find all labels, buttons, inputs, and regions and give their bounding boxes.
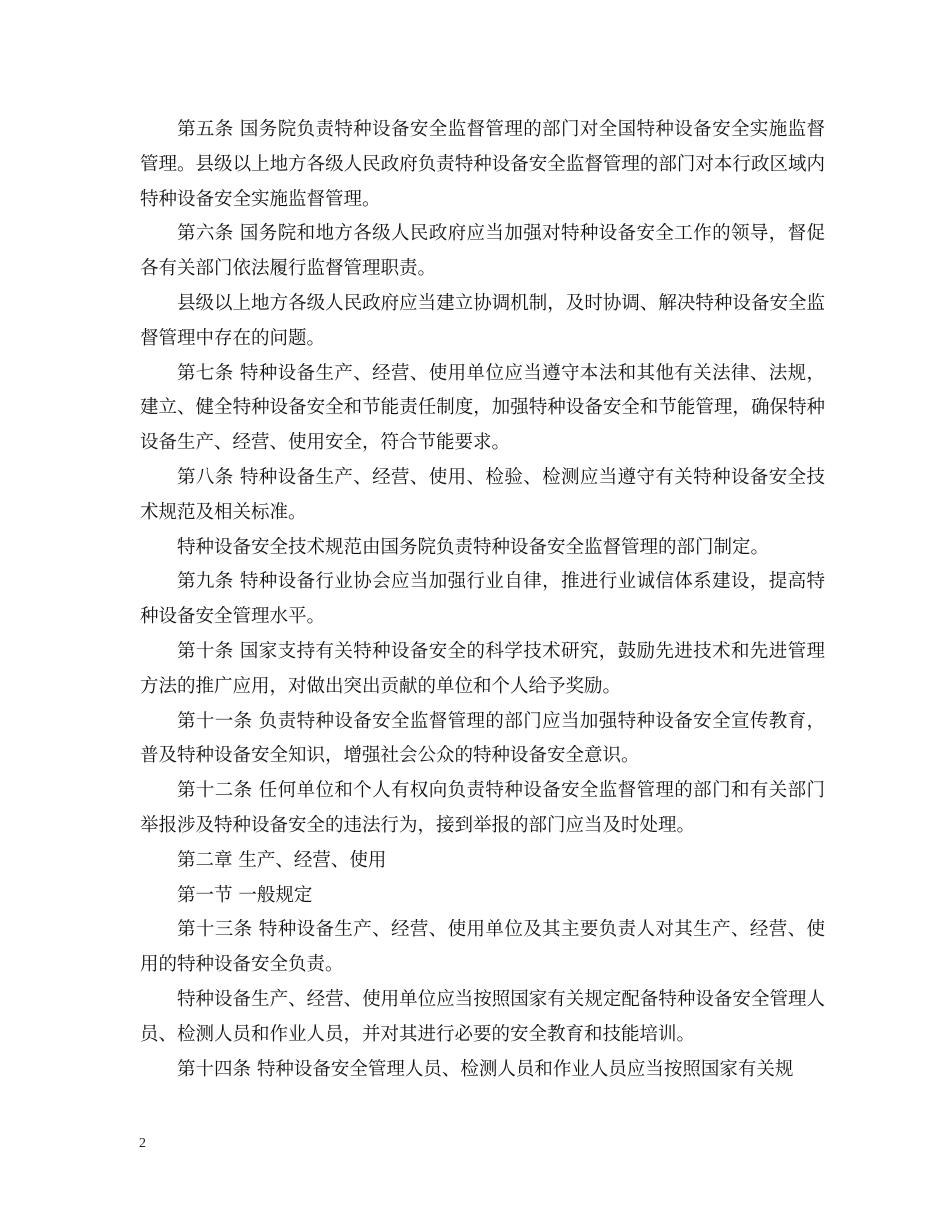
paragraph-article-6-clause-2: 县级以上地方各级人民政府应当建立协调机制，及时协调、解决特种设备安全监督管理中存在的问题。 (140, 292, 825, 349)
section-heading: 第一节 一般规定 (177, 884, 313, 906)
paragraph-article-13: 第十三条 特种设备生产、经营、使用单位及其主要负责人对其生产、经营、使用的特种设备安全负责。 (140, 919, 825, 976)
paragraph-article-9: 第九条 特种设备行业协会应当加强行业自律，推进行业诚信体系建设，提高特种设备安全管理水平。 (140, 571, 825, 628)
paragraph-article-8-clause-2: 特种设备安全技术规范由国务院负责特种设备安全监督管理的部门制定。 (177, 536, 770, 558)
paragraph-article-6: 第六条 国务院和地方各级人民政府应当加强对特种设备安全工作的领导，督促各有关部门依法履行监督管理职责。 (140, 223, 825, 280)
paragraph-article-13-clause-2: 特种设备生产、经营、使用单位应当按照国家有关规定配备特种设备安全管理人员、检测人员和作业人员，并对其进行必要的安全教育和技能培训。 (140, 988, 825, 1045)
paragraph-article-7: 第七条 特种设备生产、经营、使用单位应当遵守本法和其他有关法律、法规，建立、健全特种设备安全和节能责任制度，加强特种设备安全和节能管理，确保特种设备生产、经营、使用安全，符合节能要求。 (140, 362, 825, 454)
document-body (140, 113, 825, 1087)
page-number: 2 (139, 1136, 146, 1151)
paragraph-article-10: 第十条 国家支持有关特种设备安全的科学技术研究，鼓励先进技术和先进管理方法的推广应用，对做出突出贡献的单位和个人给予奖励。 (140, 640, 825, 697)
paragraph-article-8: 第八条 特种设备生产、经营、使用、检验、检测应当遵守有关特种设备安全技术规范及相关标准。 (140, 466, 825, 523)
paragraph-article-11: 第十一条 负责特种设备安全监督管理的部门应当加强特种设备安全宣传教育，普及特种设备安全知识，增强社会公众的特种设备安全意识。 (140, 710, 825, 767)
chapter-heading: 第二章 生产、经营、使用 (177, 849, 387, 871)
paragraph-article-5: 第五条 国务院负责特种设备安全监督管理的部门对全国特种设备安全实施监督管理。县级以上地方各级人民政府负责特种设备安全监督管理的部门对本行政区域内特种设备安全实施监督管理。 (140, 119, 825, 210)
paragraph-article-14: 第十四条 特种设备安全管理人员、检测人员和作业人员应当按照国家有关规 (177, 1058, 794, 1080)
paragraph-article-12: 第十二条 任何单位和个人有权向负责特种设备安全监督管理的部门和有关部门举报涉及特种设备安全的违法行为，接到举报的部门应当及时处理。 (140, 780, 825, 836)
